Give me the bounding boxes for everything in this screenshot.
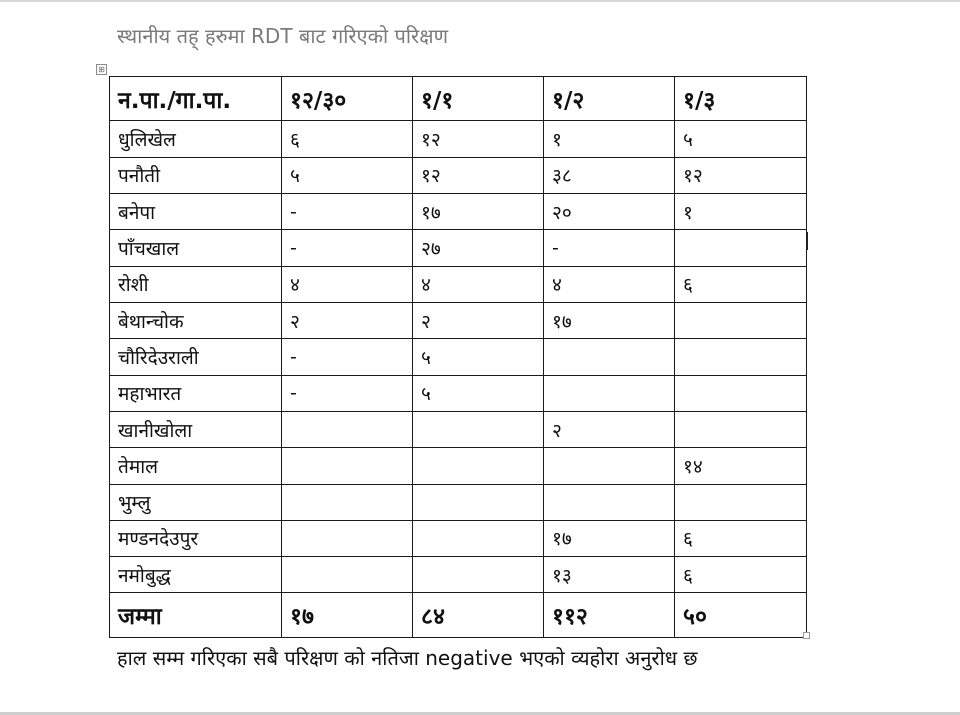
municipality-cell[interactable]: महाभारत [110, 375, 282, 411]
count-cell[interactable]: २७ [413, 230, 544, 266]
count-cell[interactable] [675, 339, 807, 375]
top-divider [0, 0, 960, 2]
count-cell[interactable] [544, 448, 675, 484]
count-cell[interactable]: २० [544, 194, 675, 230]
total-count-cell[interactable]: ११२ [544, 593, 675, 638]
count-cell[interactable]: - [282, 375, 413, 411]
document-footer-note: हाल सम्म गरिएका सबै परिक्षण को नतिजा negative भएको व्यहोरा अनुरोध छ [117, 646, 698, 670]
municipality-cell[interactable]: नमोबुद्ध [110, 557, 282, 593]
table-row [110, 302, 807, 338]
table-row [110, 266, 807, 302]
count-cell[interactable]: १७ [413, 194, 544, 230]
count-cell[interactable] [675, 230, 807, 266]
table-row [110, 411, 807, 447]
count-cell[interactable]: - [282, 339, 413, 375]
total-count-cell[interactable]: १७ [282, 593, 413, 638]
count-cell[interactable] [675, 411, 807, 447]
table-row [110, 448, 807, 484]
count-cell[interactable]: ५ [675, 121, 807, 157]
count-cell[interactable] [282, 520, 413, 556]
table-row [110, 484, 807, 520]
total-count-cell[interactable]: ५० [675, 593, 807, 638]
count-cell[interactable] [282, 448, 413, 484]
count-cell[interactable] [282, 484, 413, 520]
document-title: स्थानीय तह् हरुमा RDT बाट गरिएको परिक्षण [117, 24, 449, 48]
count-cell[interactable]: ५ [282, 157, 413, 193]
count-cell[interactable]: - [544, 230, 675, 266]
table-header-row [110, 77, 807, 121]
table-total-row [110, 593, 807, 638]
municipality-cell[interactable]: बेथान्चोक [110, 302, 282, 338]
count-cell[interactable]: १७ [544, 302, 675, 338]
count-cell[interactable]: ५ [413, 339, 544, 375]
count-cell[interactable] [413, 520, 544, 556]
count-cell[interactable]: २ [544, 411, 675, 447]
count-cell[interactable] [544, 484, 675, 520]
municipality-cell[interactable]: धुलिखेल [110, 121, 282, 157]
count-cell[interactable]: ६ [675, 557, 807, 593]
count-cell[interactable]: - [282, 230, 413, 266]
municipality-cell[interactable]: भुम्लु [110, 484, 282, 520]
count-cell[interactable]: ५ [413, 375, 544, 411]
table-row [110, 157, 807, 193]
count-cell[interactable]: ४ [282, 266, 413, 302]
header-date-1-3[interactable]: १/३ [675, 77, 807, 121]
total-count-cell[interactable]: ८४ [413, 593, 544, 638]
municipality-cell[interactable]: चौरिदेउराली [110, 339, 282, 375]
table-move-handle-icon[interactable]: ⊞ [96, 64, 107, 75]
municipality-cell[interactable]: मण्डनदेउपुर [110, 520, 282, 556]
count-cell[interactable] [413, 557, 544, 593]
municipality-cell[interactable]: पनौती [110, 157, 282, 193]
count-cell[interactable] [282, 411, 413, 447]
table-row [110, 194, 807, 230]
count-cell[interactable] [413, 484, 544, 520]
count-cell[interactable] [413, 448, 544, 484]
count-cell[interactable]: १३ [544, 557, 675, 593]
count-cell[interactable]: १२ [675, 157, 807, 193]
count-cell[interactable]: १ [675, 194, 807, 230]
header-date-1-1[interactable]: १/१ [413, 77, 544, 121]
header-date-12-30[interactable]: १२/३० [282, 77, 413, 121]
count-cell[interactable]: २ [282, 302, 413, 338]
count-cell[interactable]: - [282, 194, 413, 230]
count-cell[interactable] [544, 339, 675, 375]
count-cell[interactable]: ३८ [544, 157, 675, 193]
count-cell[interactable] [544, 375, 675, 411]
table-row [110, 121, 807, 157]
count-cell[interactable] [675, 484, 807, 520]
count-cell[interactable]: ६ [282, 121, 413, 157]
table-resize-handle[interactable] [803, 632, 810, 639]
municipality-cell[interactable]: पाँचखाल [110, 230, 282, 266]
count-cell[interactable] [282, 557, 413, 593]
table-row [110, 230, 807, 266]
table-row [110, 339, 807, 375]
table-row [110, 520, 807, 556]
count-cell[interactable]: १२ [413, 157, 544, 193]
table-row [110, 557, 807, 593]
count-cell[interactable]: ६ [675, 266, 807, 302]
count-cell[interactable]: ६ [675, 520, 807, 556]
total-label-cell[interactable]: जम्मा [110, 593, 282, 638]
count-cell[interactable]: १४ [675, 448, 807, 484]
count-cell[interactable]: ४ [544, 266, 675, 302]
count-cell[interactable] [675, 302, 807, 338]
table-row [110, 375, 807, 411]
municipality-cell[interactable]: तेमाल [110, 448, 282, 484]
count-cell[interactable] [675, 375, 807, 411]
municipality-cell[interactable]: बनेपा [110, 194, 282, 230]
count-cell[interactable]: ४ [413, 266, 544, 302]
municipality-cell[interactable]: खानीखोला [110, 411, 282, 447]
municipality-cell[interactable]: रोशी [110, 266, 282, 302]
count-cell[interactable]: १ [544, 121, 675, 157]
count-cell[interactable] [413, 411, 544, 447]
count-cell[interactable]: २ [413, 302, 544, 338]
header-municipality[interactable]: न.पा./गा.पा. [110, 77, 282, 121]
count-cell[interactable]: १२ [413, 121, 544, 157]
count-cell[interactable]: १७ [544, 520, 675, 556]
header-date-1-2[interactable]: १/२ [544, 77, 675, 121]
rdt-test-table [109, 76, 807, 638]
text-cursor [806, 232, 808, 250]
